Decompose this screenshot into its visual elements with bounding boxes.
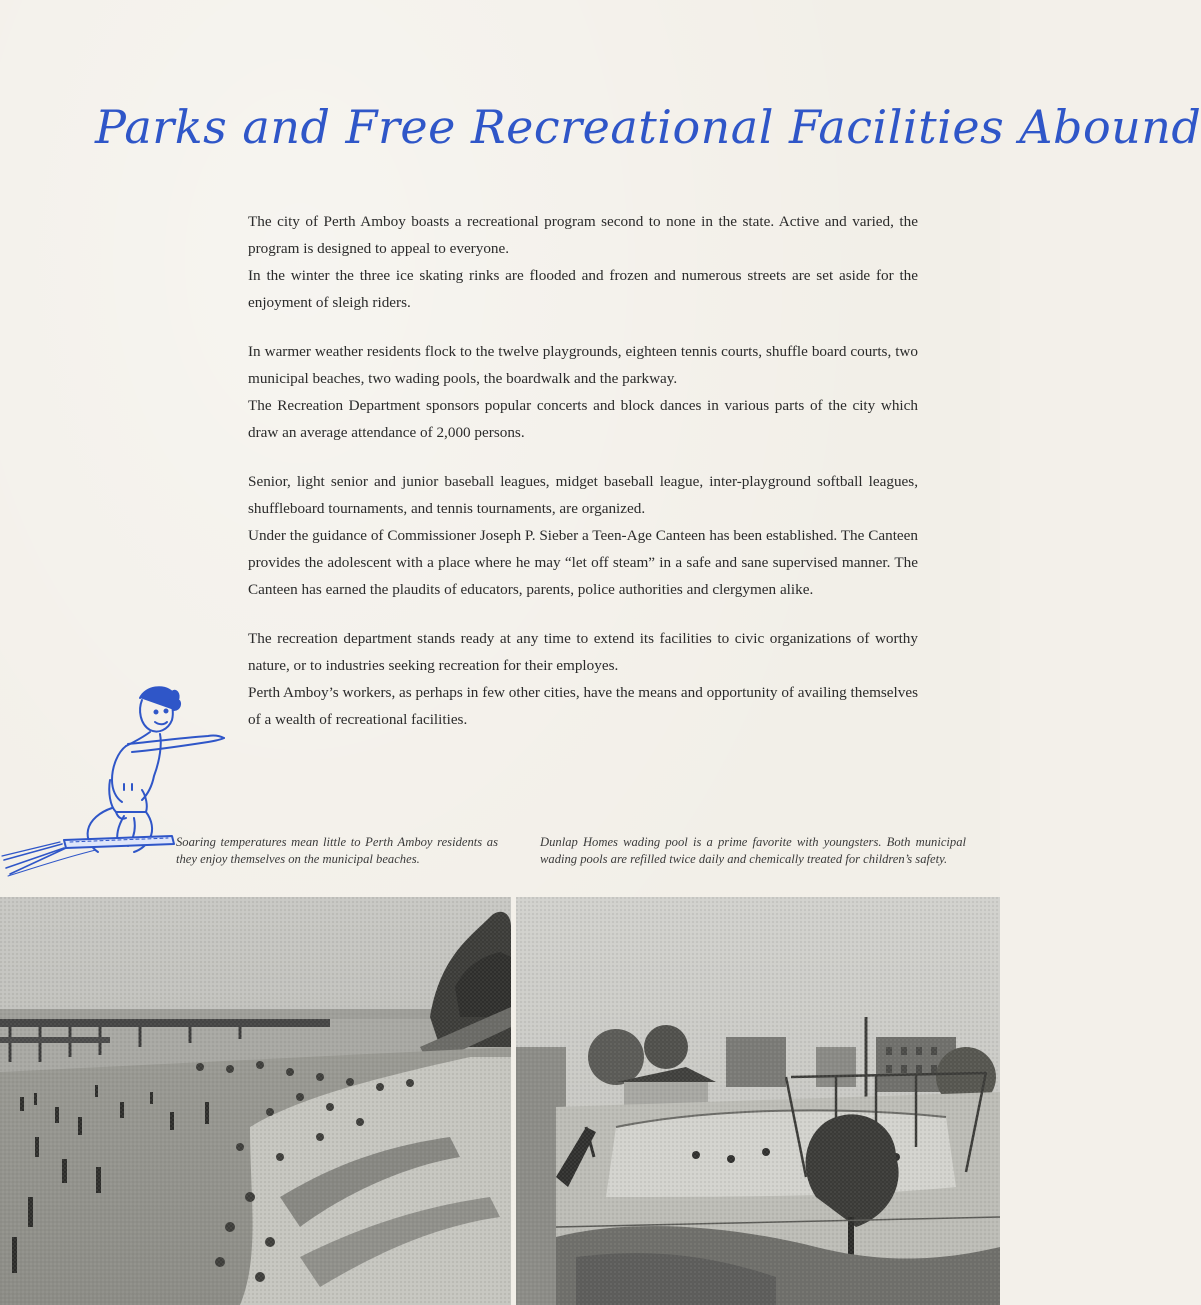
paragraph-3-line-2: Under the guidance of Commissioner Joseph P. Sieber a Teen-Age Canteen has been established. The Canteen provides the adolescent with a place where he may “let off steam” in a safe and sane supervised manner. The Canteen has earned the plaudits of educators, parents, police authorities and clergymen alike.: [248, 527, 918, 598]
wading-pool-playground-photo: [516, 897, 1000, 1305]
paragraph-1: [248, 208, 918, 316]
paragraph-1-line-2: In the winter the three ice skating rinks are flooded and frozen and numerous streets are set aside for the enjoyment of sleigh riders.: [248, 267, 918, 311]
caption-wading-pool: Dunlap Homes wading pool is a prime favorite with youngsters. Both municipal wading pools are refilled twice daily and chemically treated for children’s safety.: [540, 835, 966, 866]
paragraph-2-line-2: The Recreation Department sponsors popular concerts and block dances in various parts of the city which draw an average attendance of 2,000 persons.: [248, 397, 918, 441]
caption-beach: Soaring temperatures mean little to Perth Amboy residents as they enjoy themselves on the municipal beaches.: [176, 835, 498, 866]
body-text: [248, 208, 918, 755]
municipal-beach-photo: [0, 897, 511, 1305]
paragraph-3: [248, 468, 918, 603]
paragraph-4-line-2: Perth Amboy’s workers, as perhaps in few other cities, have the means and opportunity of availing themselves of a wealth of recreational facilities.: [248, 684, 918, 728]
paragraph-4: [248, 625, 918, 733]
paragraph-2-line-1: In warmer weather residents flock to the twelve playgrounds, eighteen tennis courts, shuffle board courts, two municipal beaches, two wading pools, the boardwalk and the parkway.: [248, 343, 918, 387]
page-title: Parks and Free Recreational Facilities Abound: [95, 100, 1201, 154]
paragraph-4-line-1: The recreation department stands ready at any time to extend its facilities to civic organizations of worthy nature, or to industries seeking recreation for their employes.: [248, 630, 918, 674]
paragraph-2: [248, 338, 918, 446]
paragraph-1-line-1: The city of Perth Amboy boasts a recreational program second to none in the state. Active and varied, the program is designed to appeal to everyone.: [248, 213, 918, 257]
paragraph-3-line-1: Senior, light senior and junior baseball leagues, midget baseball league, inter-playground softball leagues, shuffleboard tournaments, and tennis tournaments, are organized.: [248, 473, 918, 517]
